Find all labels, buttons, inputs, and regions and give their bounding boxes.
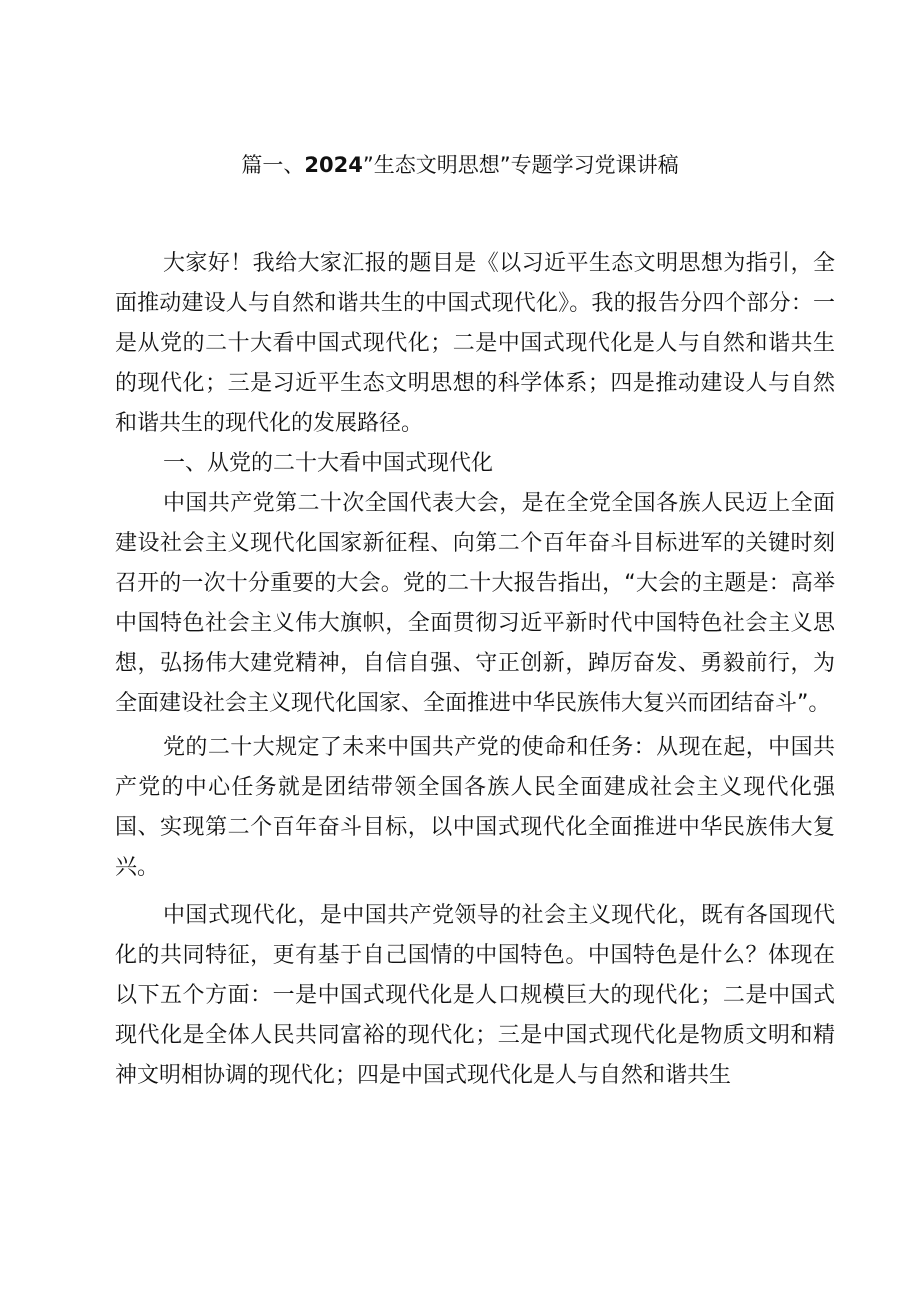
- paragraph-congress: 中国共产党第二十次全国代表大会，是在全党全国各族人民迈上全面建设社会主义现代化国家新征程、向第二个百年奋斗目标进军的关键时刻召开的一次十分重要的大会。党的二十大报告指出，“大会的主题是：高举中国特色社会主义伟大旗帜，全面贯彻习近平新时代中国特色社会主义思想，弘扬伟大建党精神，自信自强、守正创新，踔厉奋发、勇毅前行，为全面建设社会主义现代化国家、全面推进中华民族伟大复兴而团结奋斗”。: [115, 491, 835, 716]
- document-title: [0, 150, 920, 180]
- paragraph-mission: 党的二十大规定了未来中国共产党的使命和任务：从现在起，中国共产党的中心任务就是团结带领全国各族人民全面建成社会主义现代化强国、实现第二个百年奋斗目标，以中国式现代化全面推进中华民族伟大复兴。: [115, 735, 835, 880]
- title-prefix: 篇一、: [241, 153, 305, 177]
- paragraph-intro: 大家好！我给大家汇报的题目是《以习近平生态文明思想为指引，全面推动建设人与自然和谐共生的中国式现代化》。我的报告分四个部分：一是从党的二十大看中国式现代化；二是中国式现代化是人与自然和谐共生的现代化；三是习近平生态文明思想的科学体系；四是推动建设人与自然和谐共生的现代化的发展路径。: [115, 251, 835, 436]
- title-suffix: ”生态文明思想”专题学习党课讲稿: [362, 153, 679, 177]
- section-heading-1: 一、从党的二十大看中国式现代化: [163, 451, 494, 476]
- paragraph-modernization: 中国式现代化，是中国共产党领导的社会主义现代化，既有各国现代化的共同特征，更有基于自己国情的中国特色。中国特色是什么？体现在以下五个方面：一是中国式现代化是人口规模巨大的现代化；二是中国式现代化是全体人民共同富裕的现代化；三是中国式现代化是物质文明和精神文明相协调的现代化；四是中国式现代化是人与自然和谐共生: [115, 903, 835, 1088]
- title-year: 2024: [304, 153, 363, 177]
- document-body: [115, 244, 835, 1096]
